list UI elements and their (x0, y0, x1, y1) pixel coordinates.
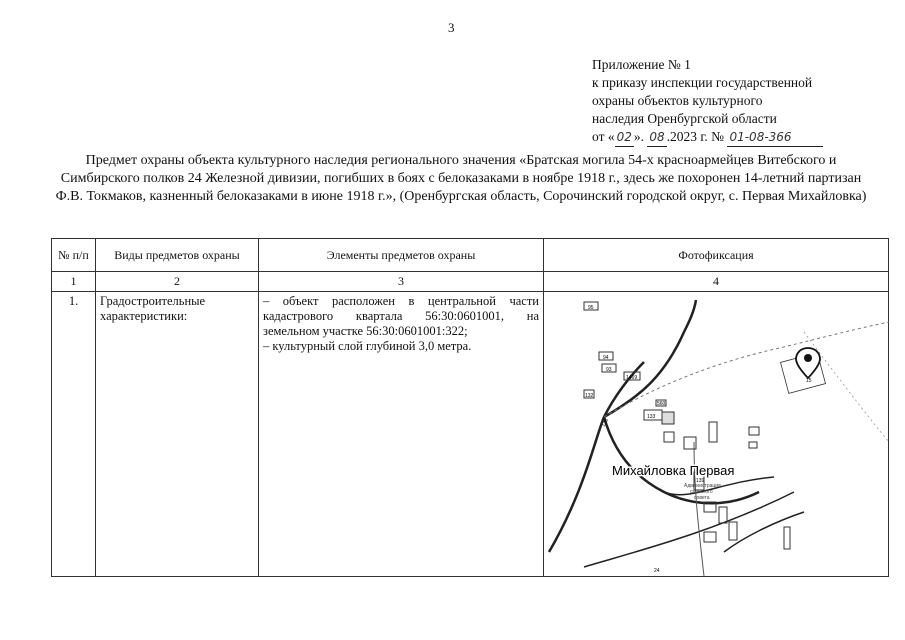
header-num: № п/п (52, 239, 96, 272)
order-month: 08 (647, 128, 666, 147)
admin-label: совета (694, 495, 710, 501)
table-header-row (52, 239, 889, 272)
appendix-line-2: к приказу инспекции государственной (592, 75, 813, 90)
document-title: Предмет охраны объекта культурного наследия регионального значения «Братская могила 54-х красноармейцев Витебского и Симбирского полков 24 Железной дивизии, погибших в боях с белоказаками в ноябре 1918 г., здесь же похоронен 14-летний партизан Ф.В. Токмаков, казненный белоказаками в июне 1918 г.», (Оренбургская область, Сорочинский городской округ, с. Первая Михайловка) (55, 153, 867, 204)
order-day: 02 (615, 128, 634, 147)
col-number: 2 (96, 272, 259, 292)
photo-cell (544, 292, 889, 577)
location-map (544, 292, 889, 576)
col-number: 4 (544, 272, 889, 292)
date-sep: ». (633, 129, 645, 144)
header-photo: Фотофиксация (544, 239, 889, 272)
date-prefix: от « (592, 129, 615, 144)
map-label: 132 (585, 393, 594, 399)
row-kind: Градостроительные характеристики: (96, 292, 259, 577)
element-item: – культурный слой глубиной 3,0 метра. (263, 339, 472, 353)
protection-table (51, 238, 889, 577)
map-label: 139 (696, 478, 705, 484)
map-label: 133 (647, 414, 656, 420)
map-label: 93 (606, 367, 612, 373)
marker-label: 15 (806, 378, 812, 384)
map-label: 123 (600, 417, 610, 428)
appendix-line-3: охраны объектов культурного (592, 93, 763, 108)
page-number: 3 (448, 20, 455, 35)
header-kind: Виды предметов охраны (96, 239, 259, 272)
admin-label: сельского (690, 489, 713, 495)
admin-label: Администрация (684, 483, 721, 489)
map-label: 1469 (626, 375, 638, 381)
appendix-line-1: Приложение № 1 (592, 57, 691, 72)
village-label: Михайловка Первая (612, 463, 735, 478)
location-pin-icon (796, 348, 820, 378)
row-elements (259, 292, 544, 577)
map-label: 94 (603, 355, 609, 361)
order-number: 01-08-366 (727, 128, 823, 147)
col-number: 3 (259, 272, 544, 292)
map-label: 24 (654, 568, 660, 574)
column-number-row (52, 272, 889, 292)
appendix-header (592, 56, 892, 147)
appendix-line-4: наследия Оренбургской области (592, 111, 777, 126)
map-label: 560 (657, 401, 666, 407)
year-suffix: .2023 г. № (666, 129, 725, 144)
element-item: – объект расположен в центральной части кадастрового квартала 56:30:0601001, на земельном участке 56:30:0601001:322; (263, 294, 539, 338)
row-number: 1. (52, 292, 96, 577)
map-label: 95 (588, 305, 594, 311)
col-number: 1 (52, 272, 96, 292)
appendix-date-line (592, 128, 892, 147)
header-elements: Элементы предметов охраны (259, 239, 544, 272)
table-row (52, 292, 889, 577)
